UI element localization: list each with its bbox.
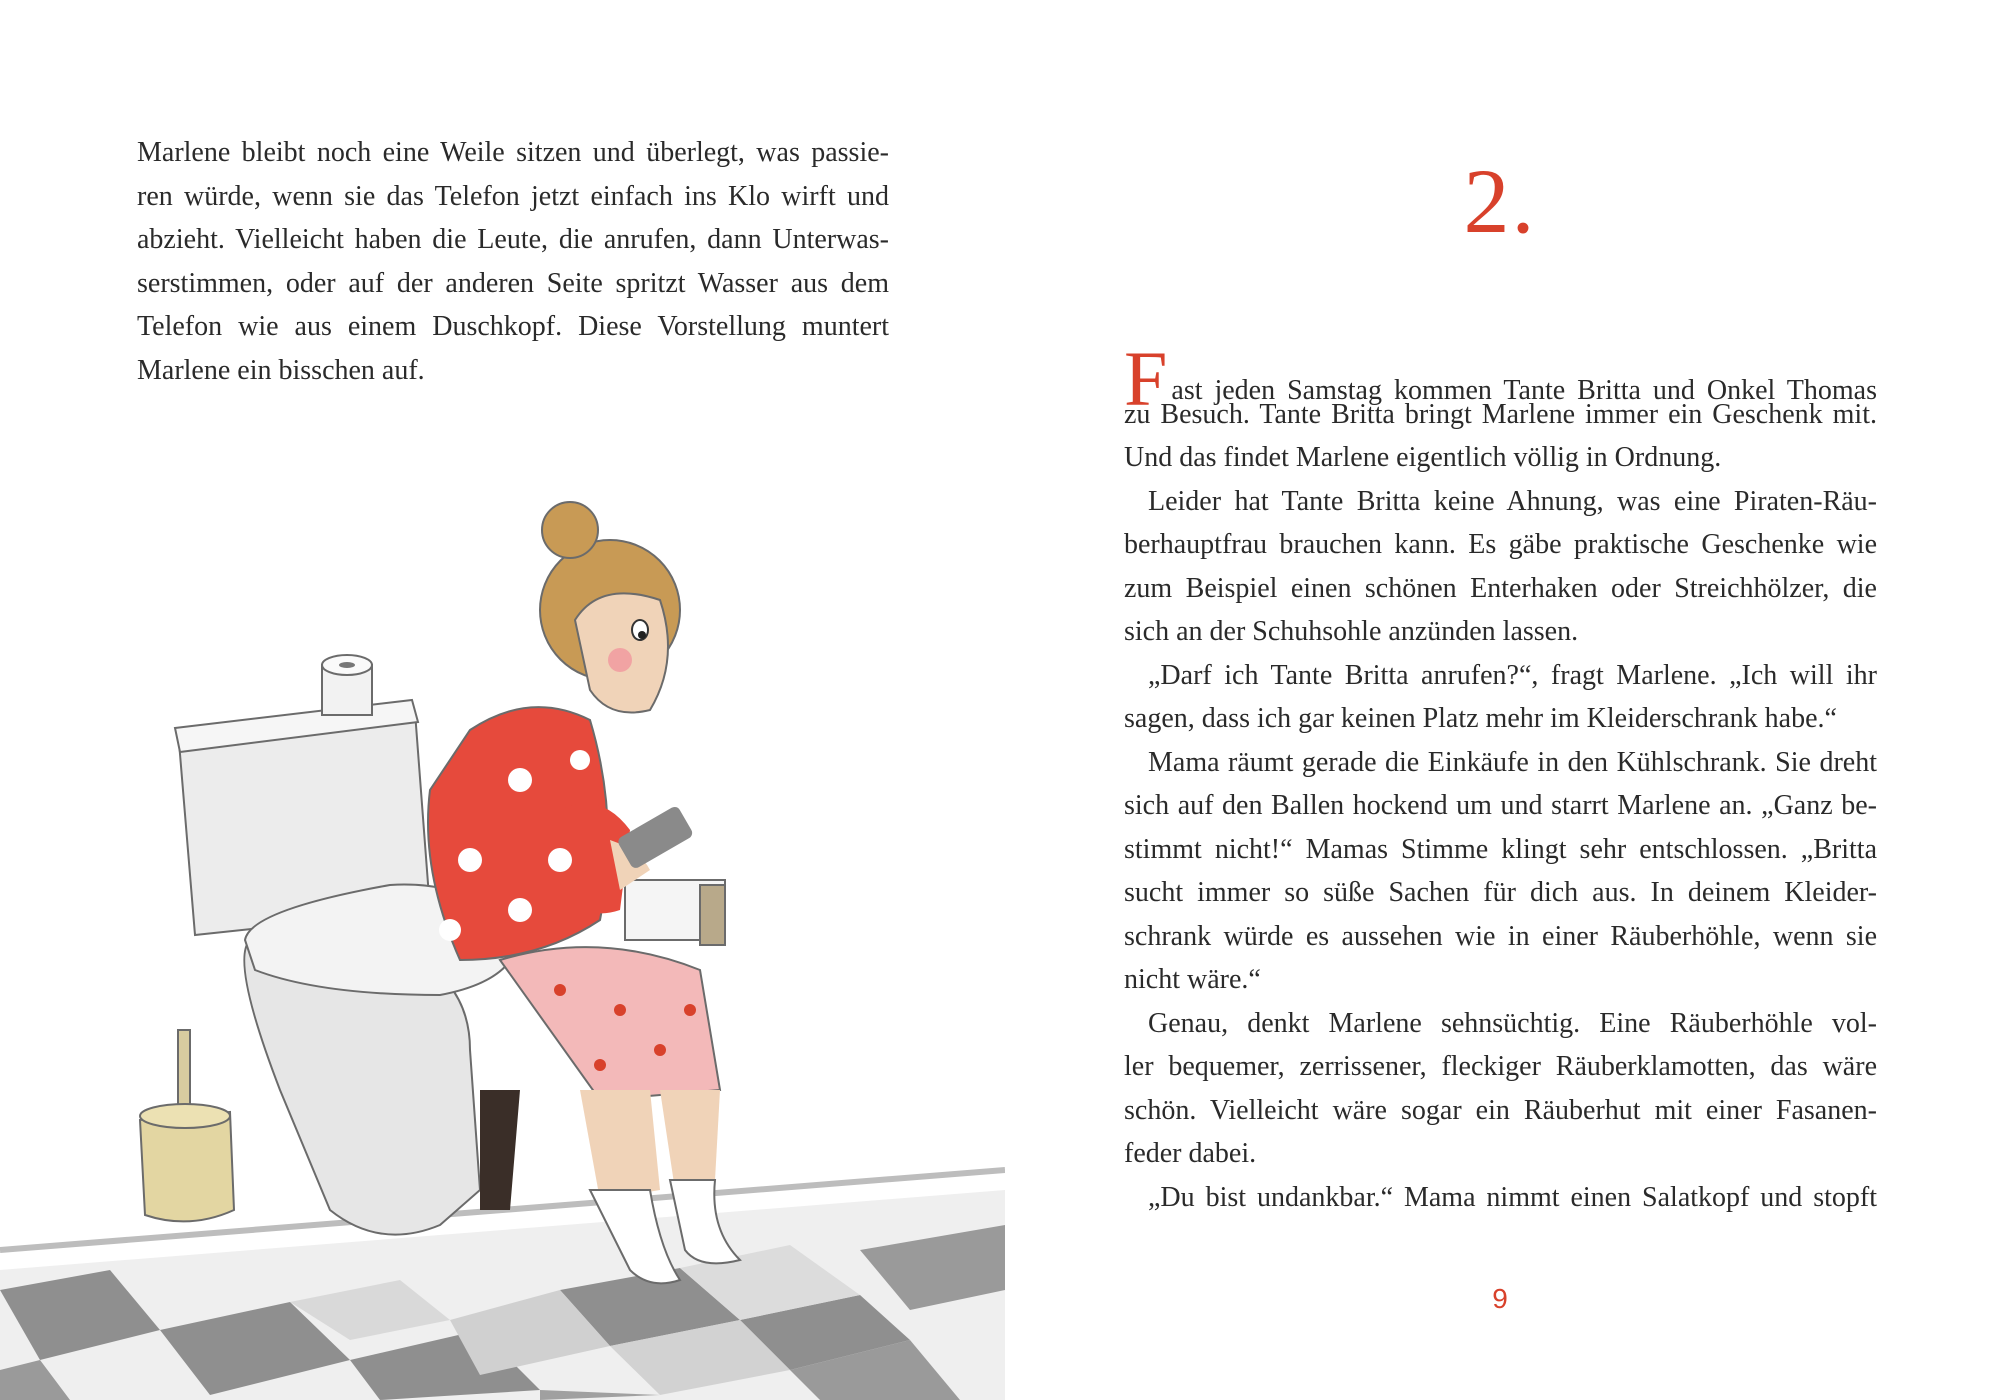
text-line: schön. Vielleicht wäre sogar ein Räuberhut mit einer Fasanen-	[1124, 1094, 1877, 1126]
text-line: feder dabei.	[1124, 1138, 1257, 1169]
chapter-number: 2.	[1463, 150, 1537, 252]
text-line: Leider hat Tante Britta keine Ahnung, was eine Piraten-Räu-	[1148, 485, 1877, 517]
text-line: „Du bist undankbar.“ Mama nimmt einen Salatkopf und stopft	[1148, 1181, 1877, 1213]
text-line: berhauptfrau brauchen kann. Es gäbe praktische Geschenke wie	[1124, 529, 1877, 560]
left-paragraph	[137, 131, 889, 392]
text-line: Und das findet Marlene eigentlich völlig in Ordnung.	[1124, 442, 1722, 473]
text-line: zu Besuch. Tante Britta bringt Marlene immer ein Geschenk mit.	[1124, 398, 1877, 430]
text-line: serstimmen, oder auf der anderen Seite spritzt Wasser aus dem	[137, 267, 889, 299]
page-number: 9	[1492, 1283, 1508, 1314]
text-line: Marlene bleibt noch eine Weile sitzen und überlegt, was passie-	[137, 137, 889, 168]
right-paragraphs	[1124, 335, 1877, 1219]
text-line: sich auf den Ballen hockend um und starrt Marlene an. „Ganz be-	[1124, 790, 1877, 821]
text-line: Mama räumt gerade die Einkäufe in den Kühlschrank. Sie dreht	[1148, 746, 1877, 778]
drop-cap: F	[1124, 335, 1168, 422]
text-line: Genau, denkt Marlene sehnsüchtig. Eine Räuberhöhle vol-	[1148, 1007, 1877, 1039]
text-line: „Darf ich Tante Britta anrufen?“, fragt Marlene. „Ich will ihr	[1148, 659, 1877, 691]
toilet-roll	[322, 655, 372, 715]
text-line: nicht wäre.“	[1124, 964, 1261, 995]
text-line: sucht immer so süße Sachen für dich aus. In deinem Kleider-	[1124, 877, 1877, 908]
text-line: abzieht. Vielleicht haben die Leute, die anrufen, dann Unterwas-	[137, 224, 889, 255]
text-line: sich an der Schuhsohle anzünden lassen.	[1124, 616, 1579, 647]
text-line: stimmt nicht!“ Mamas Stimme klingt sehr entschlossen. „Britta	[1124, 833, 1877, 865]
text-line: sagen, dass ich gar keinen Platz mehr im Kleiderschrank habe.“	[1124, 703, 1837, 734]
toilet-brush	[140, 1030, 234, 1221]
checkered-floor	[0, 1190, 1005, 1400]
paper-holder	[625, 880, 725, 945]
text-line: ler bequemer, zerrissener, fleckiger Räuberklamotten, das wäre	[1124, 1051, 1877, 1082]
first-line-text: ast jeden Samstag kommen Tante Britta und Onkel Thomas	[1171, 375, 1877, 406]
right-page	[1000, 0, 2000, 1400]
text-line: Marlene ein bisschen auf.	[137, 354, 425, 386]
text-line: ren würde, wenn sie das Telefon jetzt einfach ins Klo wirft und	[137, 180, 889, 212]
text-line: zum Beispiel einen schönen Enterhaken oder Streichhölzer, die	[1124, 572, 1877, 604]
text-line: schrank würde es aussehen wie in einer Räuberhöhle, wenn sie	[1124, 920, 1877, 952]
text-line: Telefon wie aus einem Duschkopf. Diese Vorstellung muntert	[137, 311, 889, 342]
girl-on-toilet-illustration	[0, 490, 1005, 1400]
